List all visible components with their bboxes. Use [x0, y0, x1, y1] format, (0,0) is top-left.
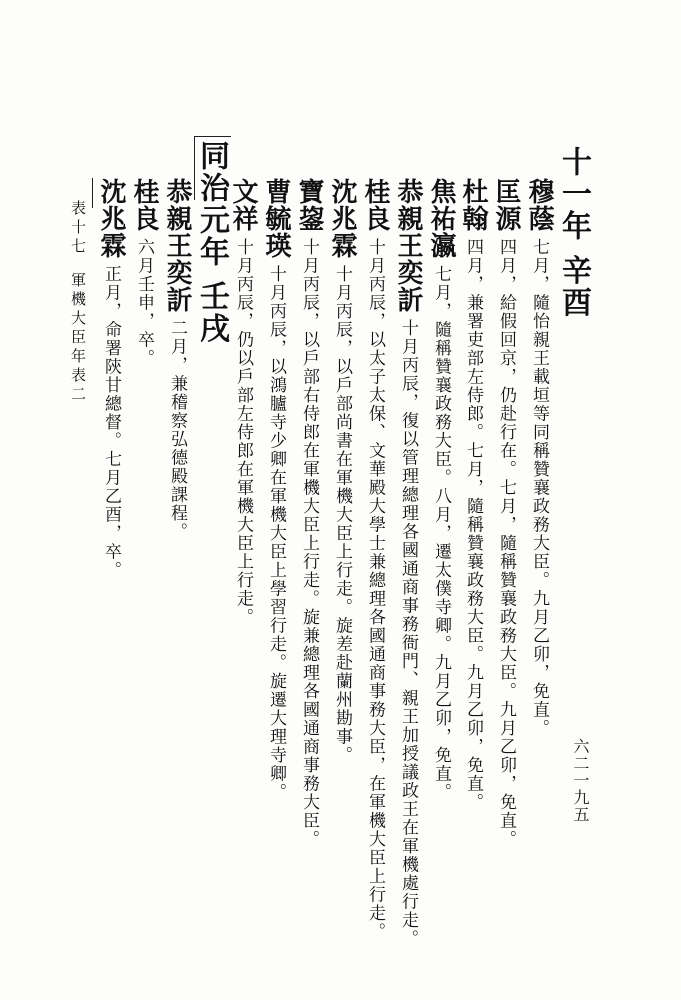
entry	[263, 178, 289, 802]
official-name: 沈兆霖	[96, 178, 126, 259]
entry	[131, 178, 157, 368]
official-name: 桂良	[360, 178, 390, 232]
entry-text: 六月壬申，卒。	[134, 238, 154, 368]
official-name: 焦祐瀛	[426, 178, 456, 259]
entry	[493, 178, 519, 849]
entry-text: 七月，隨怡親王載垣等同稱贊襄政務大臣。九月乙卯，免直。	[529, 238, 549, 738]
official-name: 杜翰	[458, 178, 488, 232]
official-name: 匡源	[491, 178, 521, 232]
year-header: 同治元年 壬戌	[194, 140, 229, 345]
entry	[230, 178, 256, 627]
year-header: 十一年 辛酉	[556, 146, 591, 319]
page-number: 六二一九五	[571, 738, 590, 823]
footer-title: 軍機大臣年表二	[69, 272, 87, 405]
entry	[98, 178, 124, 580]
entry-text: 七月，隨稱贊襄政務大臣。八月，遷太僕寺卿。九月乙卯，免直。	[431, 265, 451, 802]
header-rule	[92, 178, 93, 208]
entry	[362, 178, 388, 941]
entry-text: 十月丙辰，仍以戶部左侍郎在軍機大臣上行走。	[233, 238, 253, 627]
official-name: 文祥	[228, 178, 258, 232]
entry-text: 四月，給假回京，仍赴行在。七月，隨稱贊襄政務大臣。九月乙卯，免直。	[496, 238, 516, 849]
official-name: 穆蔭	[524, 178, 554, 232]
entry	[329, 178, 355, 765]
entry-text: 二月，兼稽察弘德殿課程。	[167, 319, 187, 541]
official-name: 曹毓瑛	[261, 178, 291, 259]
entry	[296, 178, 322, 849]
entry-text: 十月丙辰，以戶部尚書在軍機大臣上行走。旋差赴蘭州勘事。	[332, 265, 352, 765]
official-name: 寶鋆	[294, 178, 324, 232]
entry-text: 十月丙辰，以戶部右侍郎在軍機大臣上行走。旋兼總理各國通商事務大臣。	[299, 238, 319, 849]
entry	[460, 178, 486, 812]
entry-text: 十月丙辰，以鴻臚寺少卿在軍機大臣上學習行走。旋遷大理寺卿。	[266, 265, 286, 802]
entry-text: 四月，兼署吏部左侍郎。七月，隨稱贊襄政務大臣。九月乙卯，免直。	[463, 238, 483, 812]
entry-text: 正月，命署陝甘總督。七月乙酉，卒。	[101, 265, 121, 580]
official-name: 恭親王奕訢	[393, 178, 423, 313]
entry	[395, 178, 421, 948]
header-rule	[194, 136, 195, 200]
footer-volume: 表十七	[69, 200, 87, 257]
entry	[428, 178, 454, 802]
header-rule	[195, 136, 231, 137]
official-name: 桂良	[129, 178, 159, 232]
entry-text: 十月丙辰，復以管理總理各國通商事務衙門、親王加授議政王在軍機處行走。	[398, 319, 418, 948]
official-name: 恭親王奕訢	[162, 178, 192, 313]
entry	[164, 178, 190, 541]
entry	[526, 178, 552, 738]
official-name: 沈兆霖	[327, 178, 357, 259]
entry-text: 十月丙辰，以太子太保、文華殿大學士兼總理各國通商事務大臣，在軍機大臣上行走。	[365, 238, 385, 941]
